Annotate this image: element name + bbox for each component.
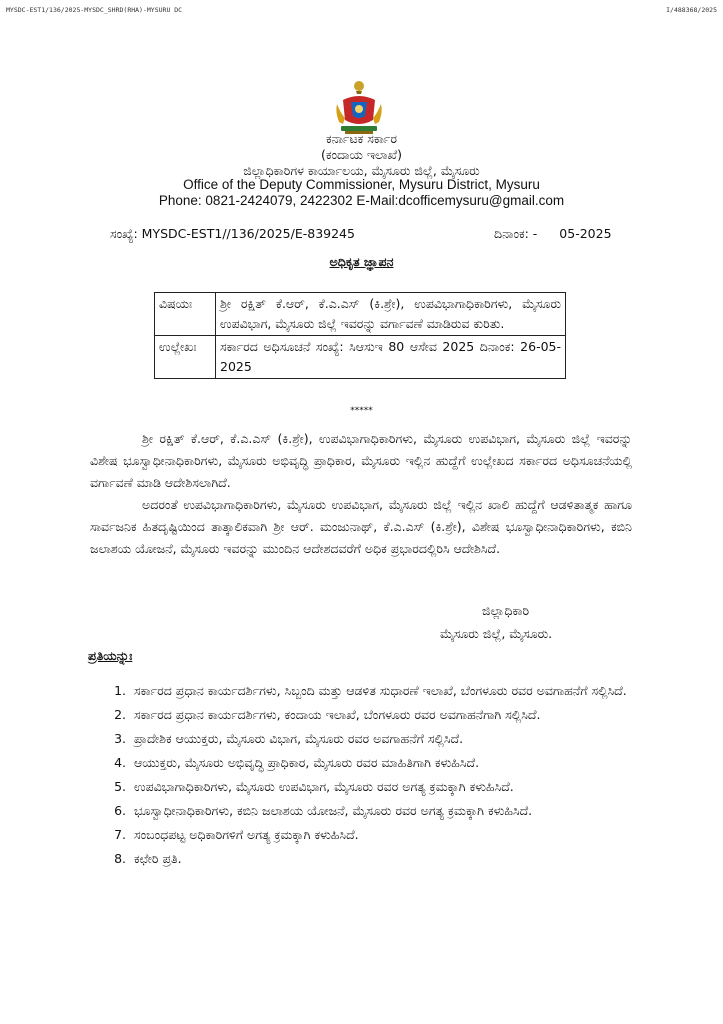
list-item: 1. ಸರ್ಕಾರದ ಪ್ರಧಾನ ಕಾರ್ಯದರ್ಶಿಗಳು, ಸಿಬ್ಬಂದಿ ಮತ್ತು ಆಡಳಿತ ಸುಧಾರಣೆ ಇಲಾಖೆ, ಬೆಂಗಳೂರು ರವರ ಅವಗಾಹನೆಗೆ ಸಲ್ಲಿಸಿದೆ.	[130, 680, 670, 701]
paragraph-2: ಅದರಂತೆ ಉಪವಿಭಾಗಾಧಿಕಾರಿಗಳು, ಮೈಸೂರು ಉಪವಿಭಾಗ, ಮೈಸೂರು ಜಿಲ್ಲೆ ಇಲ್ಲಿನ ಖಾಲಿ ಹುದ್ದೆಗೆ ಆಡಳಿತಾತ್ಮಕ ಹಾಗೂ ಸಾರ್ವಜನಿಕ ಹಿತದೃಷ್ಟಿಯಿಂದ ತಾತ್ಕಾಲಿಕವಾಗಿ ಶ್ರೀ ಆರ್. ಮಂಜುನಾಥ್, ಕೆ.ಎ.ಎಸ್ (ಕಿ.ಶ್ರೇ), ವಿಶೇಷ ಭೂಸ್ವಾಧೀನಾಧಿಕಾರಿಗಳು, ಕಬಿನಿ ಜಲಾಶಯ ಯೋಜನೆ, ಮೈಸೂರು ಇವರನ್ನು ಮುಂದಿನ ಆದೇಶದವರೆಗೆ ಅಧಿಕ ಪ್ರಭಾರದಲ್ಲಿರಿಸಿ ಆದೇಶಿಸಿದೆ.	[90, 497, 632, 556]
copies-heading: ಪ್ರತಿಯನ್ನುಃ	[88, 648, 133, 663]
department-name: (ಕಂದಾಯ ಇಲಾಖೆ)	[320, 147, 402, 162]
subject-label: ವಿಷಯಃ	[155, 293, 216, 336]
memo-title-text: ಅಧಿಕೃತ ಜ್ಞಾಪನ	[329, 254, 394, 269]
subject-text: ಶ್ರೀ ರಕ್ಷಿತ್ ಕೆ.ಆರ್, ಕೆ.ಎ.ಎಸ್ (ಕಿ.ಶ್ರೇ), ಉಪವಿಭಾಗಾಧಿಕಾರಿಗಳು, ಮೈಸೂರು ಉಪವಿಭಾಗ, ಮೈಸೂರು ಜಿಲ್ಲೆ ಇವರನ್ನು ವರ್ಗಾವಣೆ ಮಾಡಿರುವ ಕುರಿತು.	[216, 293, 566, 336]
list-item: 5. ಉಪವಿಭಾಗಾಧಿಕಾರಿಗಳು, ಮೈಸೂರು ಉಪವಿಭಾಗ, ಮೈಸೂರು ರವರ ಅಗತ್ಯ ಕ್ರಮಕ್ಕಾಗಿ ಕಳುಹಿಸಿದೆ.	[130, 776, 670, 797]
document-id-left: MYSDC-EST1/136/2025-MYSDC_SHRD(RHA)-MYSURU DC	[6, 6, 183, 14]
list-item: 4. ಆಯುಕ್ತರು, ಮೈಸೂರು ಅಭಿವೃದ್ಧಿ ಪ್ರಾಧಿಕಾರ, ಮೈಸೂರು ರವರ ಮಾಹಿತಿಗಾಗಿ ಕಳುಹಿಸಿದೆ.	[130, 752, 670, 773]
list-item: 8. ಕಛೇರಿ ಪ್ರತಿ.	[130, 848, 670, 869]
date-value: 05-2025	[559, 226, 612, 241]
copies-list	[108, 680, 670, 872]
paragraph-1: ಶ್ರೀ ರಕ್ಷಿತ್ ಕೆ.ಆರ್, ಕೆ.ಎ.ಎಸ್ (ಕಿ.ಶ್ರೇ), ಉಪವಿಭಾಗಾಧಿಕಾರಿಗಳು, ಮೈಸೂರು ಉಪವಿಭಾಗ, ಮೈಸೂರು ಜಿಲ್ಲೆ ಇವರನ್ನು ವಿಶೇಷ ಭೂಸ್ವಾಧೀನಾಧಿಕಾರಿಗಳು, ಮೈಸೂರು ಅಭಿವೃದ್ಧಿ ಪ್ರಾಧಿಕಾರ, ಮೈಸೂರು ಇಲ್ಲಿನ ಹುದ್ದೆಗೆ ಉಲ್ಲೇಖದ ಸರ್ಕಾರದ ಅಧಿಸೂಚನೆಯಲ್ಲಿ ವರ್ಗಾವಣೆ ಮಾಡಿ ಆದೇಶಿಸಲಾಗಿದೆ.	[90, 431, 632, 490]
list-item: 3. ಪ್ರಾದೇಶಿಕ ಆಯುಕ್ತರು, ಮೈಸೂರು ವಿಭಾಗ, ಮೈಸೂರು ರವರ ಅವಗಾಹನೆಗೆ ಸಲ್ಲಿಸಿದೆ.	[130, 728, 670, 749]
memo-title	[0, 254, 723, 270]
list-item: 7. ಸಂಬಂಧಪಟ್ಟ ಅಧಿಕಾರಿಗಳಿಗೆ ಅಗತ್ಯ ಕ್ರಮಕ್ಕಾಗಿ ಕಳುಹಿಸಿದೆ.	[130, 824, 670, 845]
reference-text: ಸರ್ಕಾರದ ಅಧಿಸೂಚನೆ ಸಂಖ್ಯೆ: ಸಿಆಸುಇ 80 ಆಸೇವ 2025 ದಿನಾಂಕ: 26-05-2025	[216, 336, 566, 379]
karnataka-emblem-icon	[333, 80, 385, 136]
reference-label: ಉಲ್ಲೇಖಃ	[155, 336, 216, 379]
reference-number: ಸಂಖ್ಯೆ: MYSDC-EST1//136/2025/E-839245	[110, 226, 355, 241]
document-date	[494, 226, 612, 242]
subject-table	[154, 292, 566, 379]
document-id-right: I/488368/2025	[666, 6, 717, 14]
document-id-strip	[6, 6, 717, 14]
signatory-location: ಮೈಸೂರು ಜಿಲ್ಲೆ, ಮೈಸೂರು.	[440, 626, 553, 641]
subject-row	[155, 293, 566, 336]
office-contact: Phone: 0821-2424079, 2422302 E-Mail:dcofficemysuru@gmail.com	[158, 193, 565, 208]
list-item: 6. ಭೂಸ್ವಾಧೀನಾಧಿಕಾರಿಗಳು, ಕಬಿನಿ ಜಲಾಶಯ ಯೋಜನೆ, ಮೈಸೂರು ರವರ ಅಗತ್ಯ ಕ್ರಮಕ್ಕಾಗಿ ಕಳುಹಿಸಿದೆ.	[130, 800, 670, 821]
reference-row	[155, 336, 566, 379]
office-name-kannada: ಜಿಲ್ಲಾಧಿಕಾರಿಗಳ ಕಾರ್ಯಾಲಯ, ಮೈಸೂರು ಜಿಲ್ಲೆ, ಮೈಸೂರು	[243, 163, 480, 178]
date-label: ದಿನಾಂಕ: -	[494, 226, 538, 241]
office-name-english: Office of the Deputy Commissioner, Mysuru District, Mysuru	[183, 177, 540, 192]
signatory-title: ಜಿಲ್ಲಾಧಿಕಾರಿ	[482, 603, 530, 618]
separator: *****	[350, 406, 373, 416]
government-name: ಕರ್ನಾಟಕ ಸರ್ಕಾರ	[326, 131, 397, 146]
list-item: 2. ಸರ್ಕಾರದ ಪ್ರಧಾನ ಕಾರ್ಯದರ್ಶಿಗಳು, ಕಂದಾಯ ಇಲಾಖೆ, ಬೆಂಗಳೂರು ರವರ ಅವಗಾಹನೆಗಾಗಿ ಸಲ್ಲಿಸಿದೆ.	[130, 704, 670, 725]
